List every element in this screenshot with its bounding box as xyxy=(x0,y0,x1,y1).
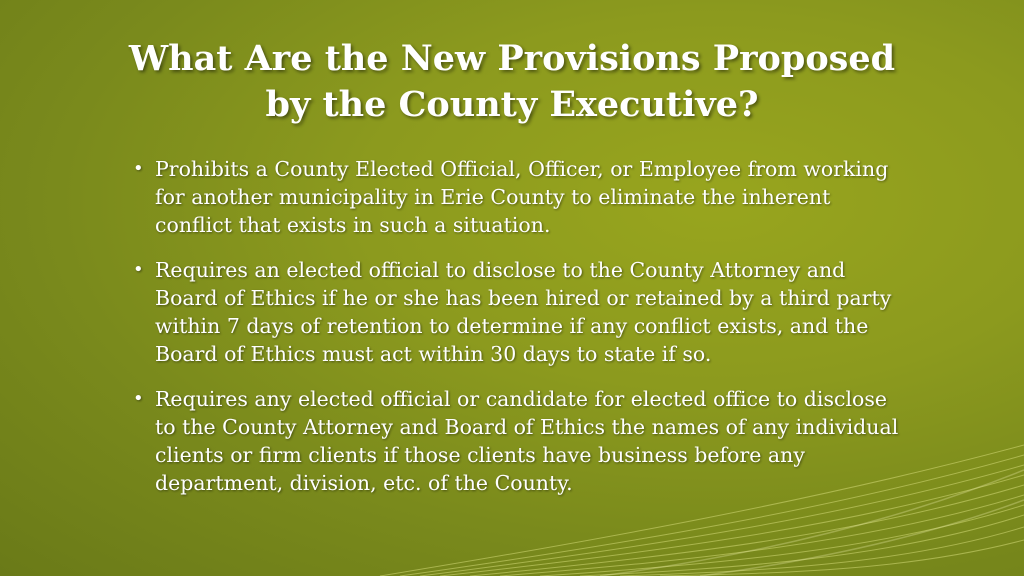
bullet-marker: • xyxy=(133,259,144,280)
bullet-marker: • xyxy=(133,158,144,179)
bullet-list xyxy=(130,155,900,514)
bullet-item xyxy=(130,385,900,497)
bullet-item xyxy=(130,256,900,368)
bullet-text: Requires any elected official or candidate for elected office to disclose to the County Attorney and Board of Ethics the names of any individual clients or firm clients if those clients have business before any department, division, etc. of the County. xyxy=(155,387,899,495)
bullet-item xyxy=(130,155,900,239)
slide-title-line-1: What Are the New Provisions Proposed xyxy=(128,38,896,79)
bullet-marker: • xyxy=(133,388,144,409)
bullet-text: Requires an elected official to disclose to the County Attorney and Board of Ethics if he or she has been hired or retained by a third party within 7 days of retention to determine if any conflict exists, and the Board of Ethics must act within 30 days to state if so. xyxy=(155,258,892,366)
slide-title xyxy=(80,36,944,128)
slide-title-line-2: by the County Executive? xyxy=(265,84,759,125)
bullet-text: Prohibits a County Elected Official, Officer, or Employee from working for another municipality in Erie County to eliminate the inherent conflict that exists in such a situation. xyxy=(155,157,889,237)
